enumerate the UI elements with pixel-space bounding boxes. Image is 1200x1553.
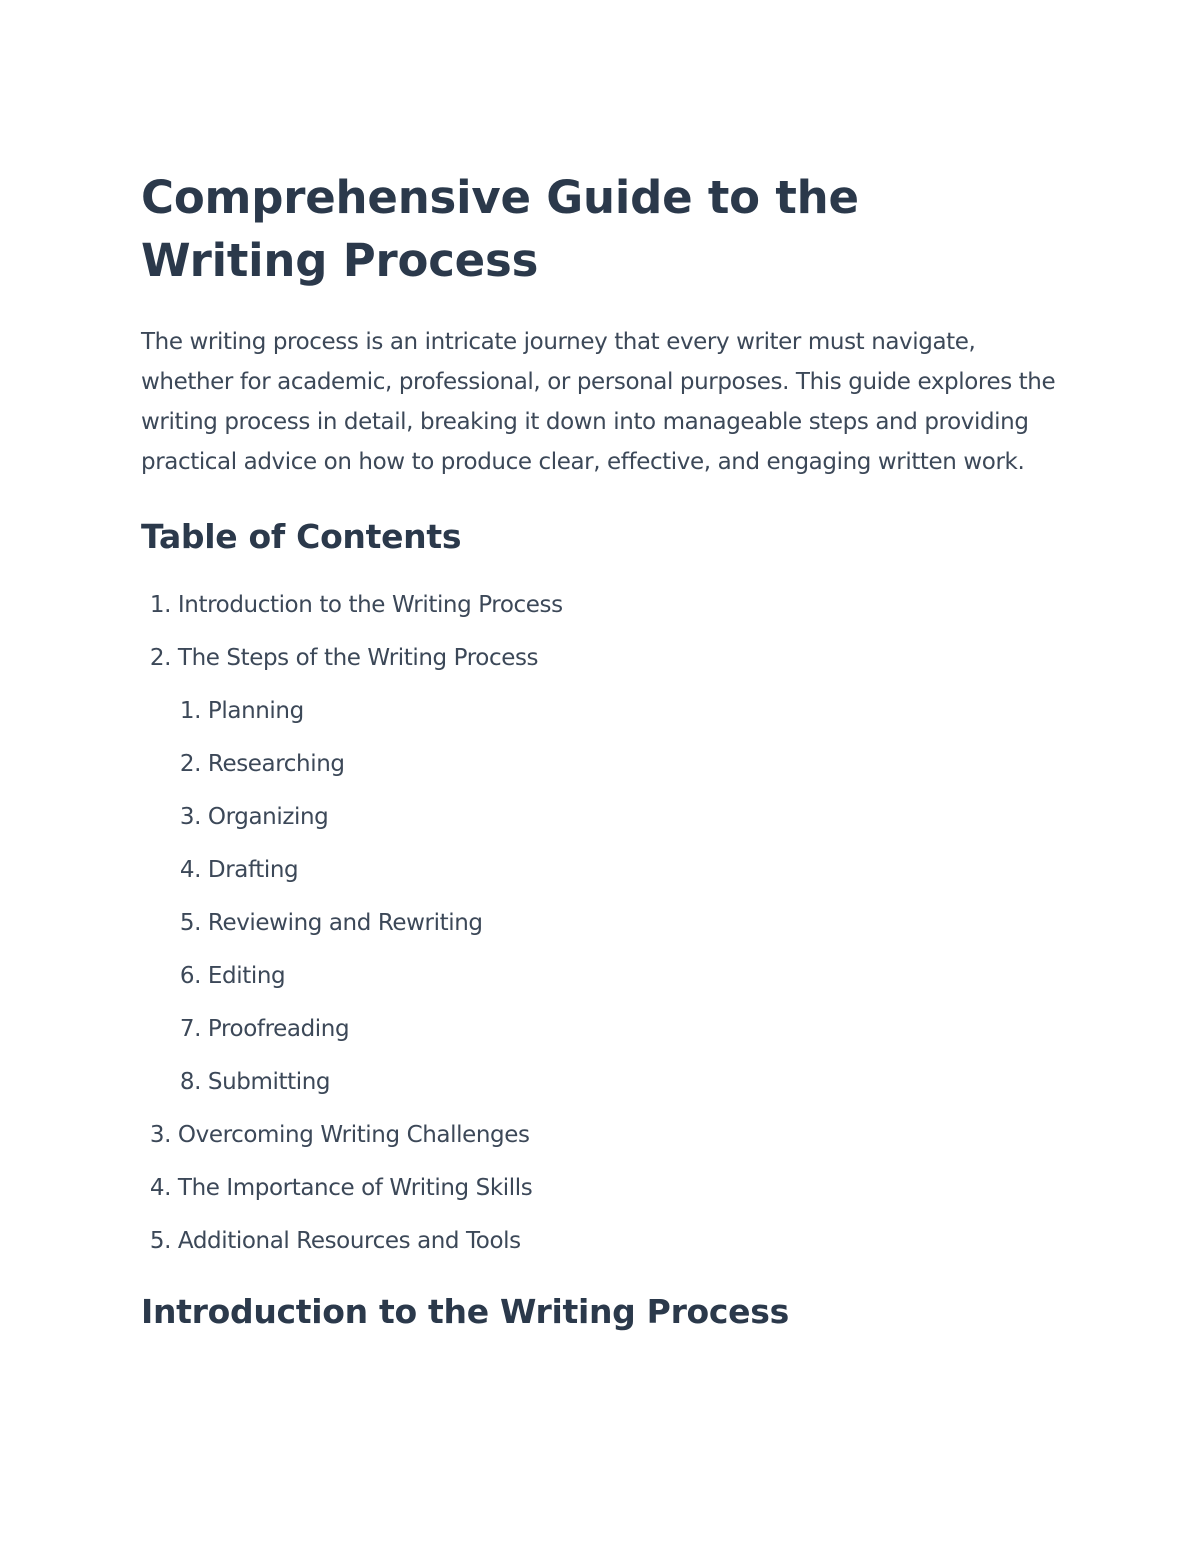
- toc-subitem-planning: [141, 685, 1060, 738]
- toc-item-resources: [141, 1215, 1060, 1268]
- toc-item-label: The Importance of Writing Skills: [177, 1175, 533, 1201]
- toc-item-number: 1.: [149, 592, 171, 618]
- toc-item-number: 3.: [149, 1122, 171, 1148]
- toc-subitem-proofreading: [141, 1003, 1060, 1056]
- section-heading: Introduction to the Writing Process: [141, 1292, 789, 1331]
- toc-item-label: Introduction to the Writing Process: [177, 592, 563, 618]
- intro-paragraph: The writing process is an intricate journey that every writer must navigate, whether for academic, professional, or personal purposes. This guide explores the writing process in detail, breaking it down into manageable steps and providing practical advice on how to produce clear, effective, and engaging written work.: [141, 329, 1056, 475]
- toc-subitem-editing: [141, 950, 1060, 1003]
- toc-subitem-label: Organizing: [207, 804, 329, 830]
- toc-item-introduction: [141, 579, 1060, 632]
- toc-subitem-number: 3.: [179, 804, 201, 830]
- toc-subitem-number: 6.: [179, 963, 201, 989]
- toc-subitem-number: 7.: [179, 1016, 201, 1042]
- toc-item-importance: [141, 1162, 1060, 1215]
- toc-subitem-number: 1.: [179, 698, 201, 724]
- toc-subitem-label: Reviewing and Rewriting: [207, 910, 483, 936]
- toc-heading: Table of Contents: [141, 517, 462, 556]
- toc-item-label: The Steps of the Writing Process: [177, 645, 539, 671]
- toc-subitem-number: 8.: [179, 1069, 201, 1095]
- toc-subitem-researching: [141, 738, 1060, 791]
- toc-item-label: Overcoming Writing Challenges: [177, 1122, 530, 1148]
- toc-item-challenges: [141, 1109, 1060, 1162]
- toc-item-number: 5.: [149, 1228, 171, 1254]
- table-of-contents: [141, 579, 1060, 1268]
- toc-item-number: 2.: [149, 645, 171, 671]
- page-title: Comprehensive Guide to the Writing Process: [141, 171, 859, 287]
- toc-subitem-organizing: [141, 791, 1060, 844]
- toc-subitem-drafting: [141, 844, 1060, 897]
- toc-item-label: Additional Resources and Tools: [177, 1228, 521, 1254]
- toc-subitem-label: Drafting: [207, 857, 299, 883]
- toc-subitem-number: 5.: [179, 910, 201, 936]
- toc-item-number: 4.: [149, 1175, 171, 1201]
- toc-subitem-label: Researching: [207, 751, 345, 777]
- toc-item-steps: [141, 632, 1060, 685]
- toc-subitem-reviewing: [141, 897, 1060, 950]
- toc-subitem-label: Proofreading: [207, 1016, 350, 1042]
- toc-subitem-number: 4.: [179, 857, 201, 883]
- toc-subitem-submitting: [141, 1056, 1060, 1109]
- toc-subitem-label: Submitting: [207, 1069, 331, 1095]
- toc-subitem-number: 2.: [179, 751, 201, 777]
- toc-subitem-label: Planning: [207, 698, 304, 724]
- toc-subitem-label: Editing: [207, 963, 286, 989]
